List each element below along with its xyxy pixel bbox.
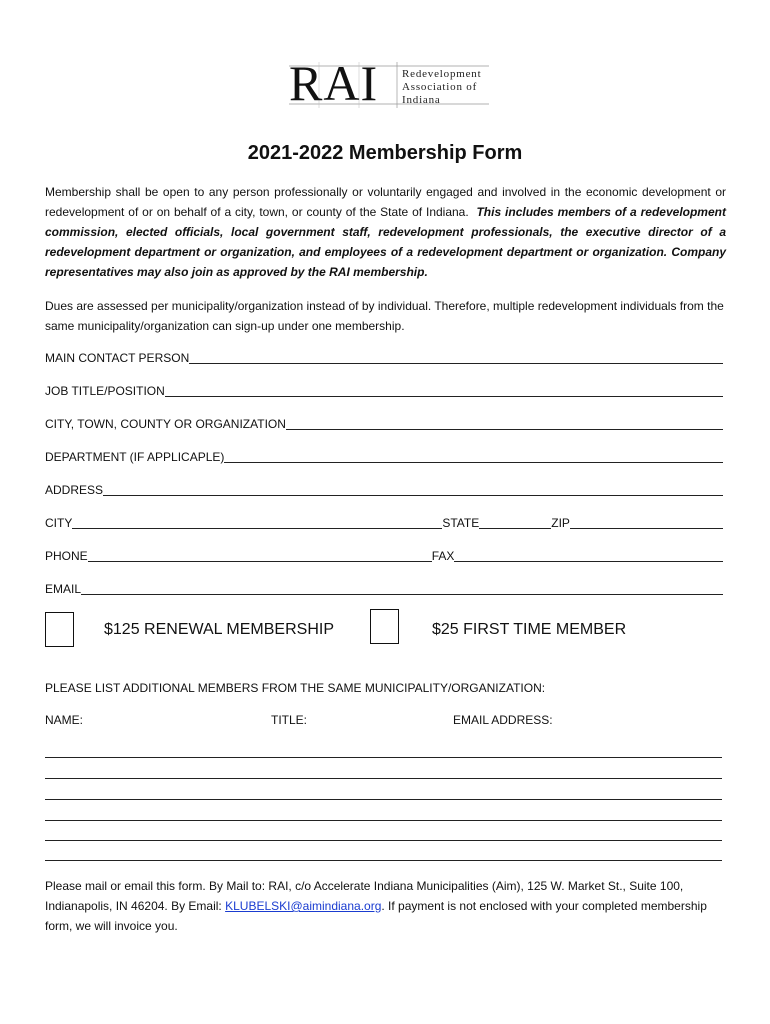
additional-member-line[interactable] (45, 820, 722, 821)
zip-line[interactable] (570, 516, 723, 529)
footer-text-end: . If payment is not enclosed with your completed membership form, we will invoice you. (45, 899, 707, 933)
fax-label: FAX (431, 549, 455, 563)
fax-line[interactable] (454, 549, 723, 562)
address-line[interactable] (103, 483, 723, 496)
zip-label: ZIP (551, 516, 570, 530)
email-label: EMAIL (45, 582, 82, 596)
additional-member-line[interactable] (45, 778, 722, 779)
state-line[interactable] (479, 516, 551, 529)
renewal-label: $125 RENEWAL MEMBERSHIP (104, 621, 334, 638)
logo-line-1: Redevelopment (402, 68, 482, 80)
membership-intro (45, 182, 726, 282)
department-label: DEPARTMENT (IF APPLICAPLE) (45, 450, 225, 464)
form-title: 2021-2022 Membership Form (247, 142, 523, 164)
organization-field[interactable] (45, 416, 723, 432)
email-line[interactable] (81, 582, 723, 595)
job-title-line[interactable] (165, 384, 723, 397)
dues-paragraph: Dues are assessed per municipality/organization instead of by individual. Therefore, multiple redevelopment individuals from the same municipality/organization can sign-up under one membership. (45, 299, 724, 333)
logo-line-3: Indiana (402, 94, 441, 106)
mailing-instructions (45, 876, 725, 936)
additional-member-line[interactable] (45, 799, 722, 800)
main-contact-line[interactable] (189, 351, 723, 364)
city-state-zip-row (45, 515, 723, 531)
job-title-field[interactable] (45, 383, 723, 399)
additional-member-line[interactable] (45, 860, 722, 861)
additional-members-heading: PLEASE LIST ADDITIONAL MEMBERS FROM THE SAME MUNICIPALITY/ORGANIZATION: (45, 681, 546, 695)
main-contact-label: MAIN CONTACT PERSON (45, 351, 190, 365)
job-title-label: JOB TITLE/POSITION (45, 384, 165, 398)
logo-subtitle (402, 68, 481, 107)
department-field[interactable] (45, 449, 723, 465)
organization-line[interactable] (286, 417, 723, 430)
first-time-label: $25 FIRST TIME MEMBER (432, 621, 627, 638)
organization-label: CITY, TOWN, COUNTY OR ORGANIZATION (45, 417, 286, 431)
additional-member-line[interactable] (45, 840, 722, 841)
email-column-header: EMAIL ADDRESS: (453, 713, 553, 727)
city-label: CITY (45, 516, 73, 530)
phone-label: PHONE (45, 549, 88, 563)
additional-member-line[interactable] (45, 757, 722, 758)
phone-fax-row (45, 548, 723, 564)
name-column-header: NAME: (45, 713, 84, 727)
phone-line[interactable] (88, 549, 432, 562)
email-field[interactable] (45, 581, 723, 597)
logo-line-2: Association of (402, 81, 478, 93)
renewal-checkbox[interactable] (45, 612, 74, 647)
state-label: STATE (442, 516, 480, 530)
first-time-checkbox[interactable] (370, 609, 399, 644)
rai-logo (289, 55, 489, 111)
intro-emphasis: This includes members of a redevelopment commission, elected officials, local government staff, redevelopment professionals, the executive director of a redevelopment department or organization, and employees of a redevelopment department or organization. Company representatives may also join as approved by the RAI membership. (45, 205, 726, 279)
email-link[interactable]: KLUBELSKI@aimindiana.org (225, 899, 382, 913)
intro-text: Membership shall be open to any person professionally or voluntarily engaged and involved in the economic development or redevelopment of or on behalf of a city, town, or county of the State of Indiana. (45, 185, 726, 219)
main-contact-field[interactable] (45, 350, 723, 366)
logo-initials: RAI (289, 55, 379, 111)
footer-text: Please mail or email this form. By Mail to: RAI, c/o Accelerate Indiana Municipalities (Aim), 125 W. Market St., Suite 100, Indianapolis, IN 46204. By Email: (45, 879, 684, 913)
department-line[interactable] (224, 450, 723, 463)
city-line[interactable] (72, 516, 442, 529)
title-column-header: TITLE: (271, 713, 308, 727)
address-field[interactable] (45, 482, 723, 498)
address-label: ADDRESS (45, 483, 104, 497)
